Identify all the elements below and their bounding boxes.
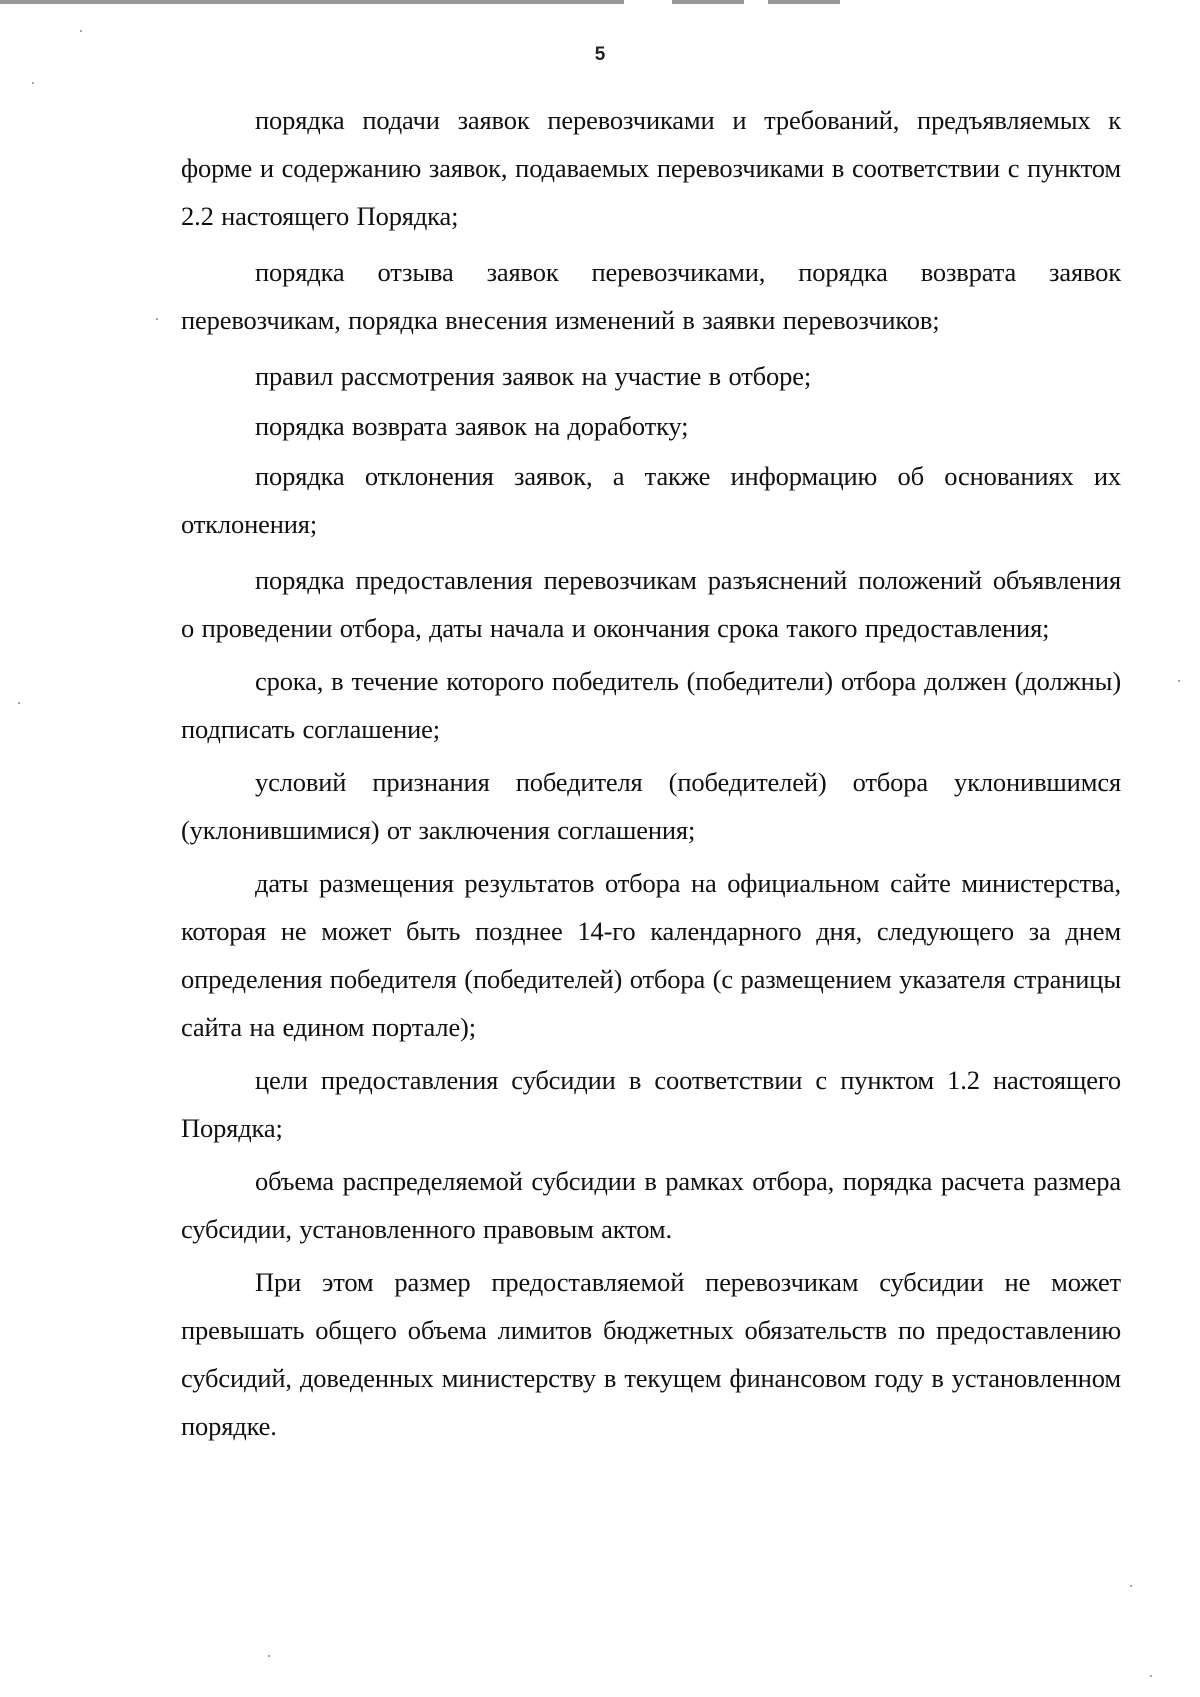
scan-top-edge bbox=[0, 0, 1200, 4]
scan-speck bbox=[268, 1655, 270, 1657]
scan-speck bbox=[1150, 1675, 1152, 1677]
paragraph: порядка отзыва заявок перевозчиками, порядка возврата заявок перевозчикам, порядка внесения изменений в заявки перевозчиков; bbox=[181, 257, 1121, 335]
scan-speck bbox=[156, 318, 158, 320]
paragraph: порядка отклонения заявок, а также информацию об основаниях их отклонения; bbox=[181, 461, 1121, 539]
paragraph: порядка возврата заявок на доработку; bbox=[255, 411, 689, 441]
paragraph: порядка предоставления перевозчикам разъяснений положений объявления о проведении отбора, даты начала и окончания срока такого предоставления; bbox=[181, 565, 1121, 643]
page-number: 5 bbox=[594, 44, 606, 65]
paragraph: правил рассмотрения заявок на участие в отборе; bbox=[255, 361, 812, 391]
paragraph: объема распределяемой субсидии в рамках отбора, порядка расчета размера субсидии, установленного правовым актом. bbox=[181, 1166, 1121, 1244]
paragraph: даты размещения результатов отбора на официальном сайте министерства, которая не может быть позднее 14-го календарного дня, следующего за днем определения победителя (победителей) отбора (с размещением указателя страницы сайта на едином портале); bbox=[181, 868, 1121, 1042]
paragraph: порядка подачи заявок перевозчиками и требований, предъявляемых к форме и содержанию заявок, подаваемых перевозчиками в соответствии с пунктом 2.2 настоящего Порядка; bbox=[181, 105, 1121, 231]
document-body bbox=[181, 96, 1121, 1450]
paragraph: условий признания победителя (победителей) отбора уклонившимся (уклонившимися) от заключения соглашения; bbox=[181, 767, 1121, 845]
scan-speck bbox=[1178, 680, 1180, 682]
scan-speck bbox=[80, 30, 82, 32]
paragraph: цели предоставления субсидии в соответствии с пунктом 1.2 настоящего Порядка; bbox=[181, 1065, 1121, 1143]
scan-speck bbox=[18, 702, 20, 704]
paragraph: При этом размер предоставляемой перевозчикам субсидии не может превышать общего объема лимитов бюджетных обязательств по предоставлению субсидий, доведенных министерству в текущем финансовом году в установленном порядке. bbox=[181, 1267, 1121, 1441]
scan-speck bbox=[1130, 1585, 1132, 1587]
paragraph: срока, в течение которого победитель (победители) отбора должен (должны) подписать соглашение; bbox=[181, 666, 1121, 744]
scan-speck bbox=[32, 82, 34, 84]
